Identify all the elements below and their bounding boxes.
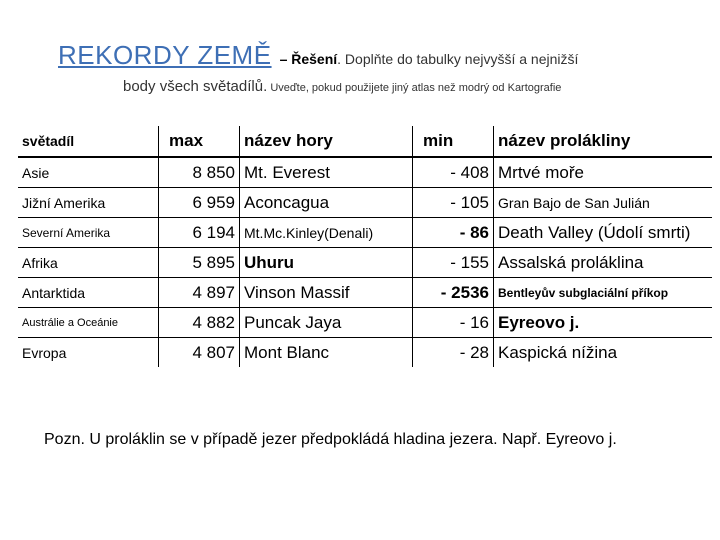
cell-depression: Mrtvé moře — [494, 157, 713, 188]
cell-continent: Severní Amerika — [18, 218, 159, 248]
cell-depression: Eyreovo j. — [494, 308, 713, 338]
cell-max: 4 897 — [159, 278, 240, 308]
cell-max: 5 895 — [159, 248, 240, 278]
cell-peak: Uhuru — [240, 248, 413, 278]
header-max: max — [159, 126, 240, 157]
cell-min: - 28 — [413, 338, 494, 368]
cell-max: 4 807 — [159, 338, 240, 368]
cell-peak: Vinson Massif — [240, 278, 413, 308]
atlas-note: Uveďte, pokud použijete jiný atlas než modrý od Kartografie — [267, 82, 562, 94]
header-min: min — [413, 126, 494, 157]
header-line-2 — [123, 78, 561, 96]
cell-max: 4 882 — [159, 308, 240, 338]
cell-depression: Death Valley (Údolí smrti) — [494, 218, 713, 248]
cell-peak: Mt.Mc.Kinley(Denali) — [240, 218, 413, 248]
cell-min: - 2536 — [413, 278, 494, 308]
solution-label: – Řešení — [279, 51, 338, 67]
cell-peak: Mont Blanc — [240, 338, 413, 368]
instruction-text-2: body všech světadílů. — [123, 78, 268, 95]
cell-continent: Austrálie a Oceánie — [18, 308, 159, 338]
header-peak: název hory — [240, 126, 413, 157]
header-continent: světadíl — [18, 126, 159, 157]
table-row — [18, 188, 712, 218]
table-header-row — [18, 126, 712, 157]
cell-depression: Assalská proláklina — [494, 248, 713, 278]
records-table — [18, 126, 712, 367]
cell-max: 6 959 — [159, 188, 240, 218]
cell-min: - 408 — [413, 157, 494, 188]
cell-max: 8 850 — [159, 157, 240, 188]
cell-continent: Afrika — [18, 248, 159, 278]
cell-max: 6 194 — [159, 218, 240, 248]
table-row — [18, 248, 712, 278]
cell-min: - 105 — [413, 188, 494, 218]
cell-min: - 155 — [413, 248, 494, 278]
table-row — [18, 218, 712, 248]
cell-depression: Kaspická nížina — [494, 338, 713, 368]
header-depression: název prolákliny — [494, 126, 713, 157]
table-row — [18, 338, 712, 368]
footnote: Pozn. U proláklin se v případě jezer předpokládá hladina jezera. Např. Eyreovo j. — [44, 431, 617, 448]
table-row — [18, 157, 712, 188]
table-row — [18, 308, 712, 338]
cell-min: - 86 — [413, 218, 494, 248]
cell-continent: Asie — [18, 157, 159, 188]
cell-depression: Bentleyův subglaciální příkop — [494, 278, 713, 308]
cell-min: - 16 — [413, 308, 494, 338]
cell-peak: Mt. Everest — [240, 157, 413, 188]
cell-continent: Evropa — [18, 338, 159, 368]
cell-peak: Puncak Jaya — [240, 308, 413, 338]
cell-continent: Jižní Amerika — [18, 188, 159, 218]
cell-continent: Antarktida — [18, 278, 159, 308]
cell-depression: Gran Bajo de San Julián — [494, 188, 713, 218]
cell-peak: Aconcagua — [240, 188, 413, 218]
instruction-text: . Doplňte do tabulky nejvyšší a nejnižší — [337, 51, 579, 67]
header-line-1 — [58, 40, 578, 71]
page-title: REKORDY ZEMĚ — [58, 40, 272, 70]
table-row — [18, 278, 712, 308]
